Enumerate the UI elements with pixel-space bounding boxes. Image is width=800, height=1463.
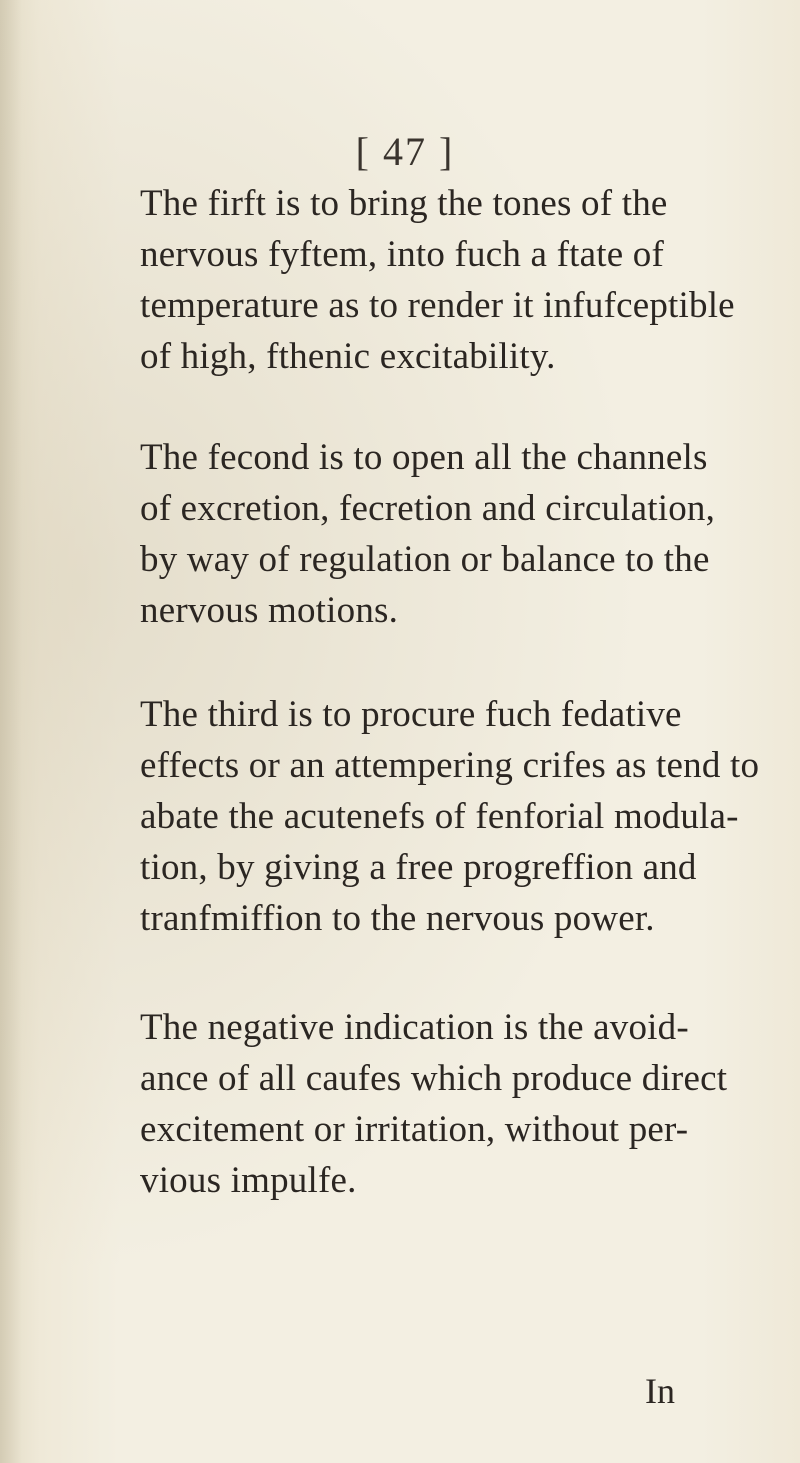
text-line: ance of all caufes which produce direct <box>140 1058 728 1099</box>
text-line: nervous motions. <box>140 590 399 631</box>
text-line: excitement or irritation, without per- <box>140 1109 689 1150</box>
paragraph-4 <box>140 1002 728 1206</box>
text-line: of high, fthenic excitability. <box>140 336 556 377</box>
text-line: by way of regulation or balance to the <box>140 539 710 580</box>
text-line: The negative indication is the avoid- <box>140 1007 689 1048</box>
text-line: abate the acutenefs of fenforial modula- <box>140 796 739 837</box>
text-line: tranfmiffion to the nervous power. <box>140 898 655 939</box>
text-line: temperature as to render it infufceptible <box>140 285 735 326</box>
text-line: vious impulfe. <box>140 1160 357 1201</box>
page-gutter-shadow <box>0 0 22 1463</box>
text-line: tion, by giving a free progreffion and <box>140 847 697 888</box>
text-line: The firft is to bring the tones of the <box>140 183 668 224</box>
paragraph-2 <box>140 432 716 636</box>
text-line: nervous fyftem, into fuch a ftate of <box>140 234 664 275</box>
paragraph-1 <box>140 178 735 382</box>
text-line: The fecond is to open all the channels <box>140 437 708 478</box>
page-number: [ 47 ] <box>355 129 455 174</box>
catchword: In <box>645 1371 675 1411</box>
text-line: effects or an attempering crifes as tend to <box>140 745 760 786</box>
text-line: The third is to procure fuch fedative <box>140 694 682 735</box>
text-line: of excretion, fecretion and circulation, <box>140 488 716 529</box>
paragraph-3 <box>140 689 760 944</box>
